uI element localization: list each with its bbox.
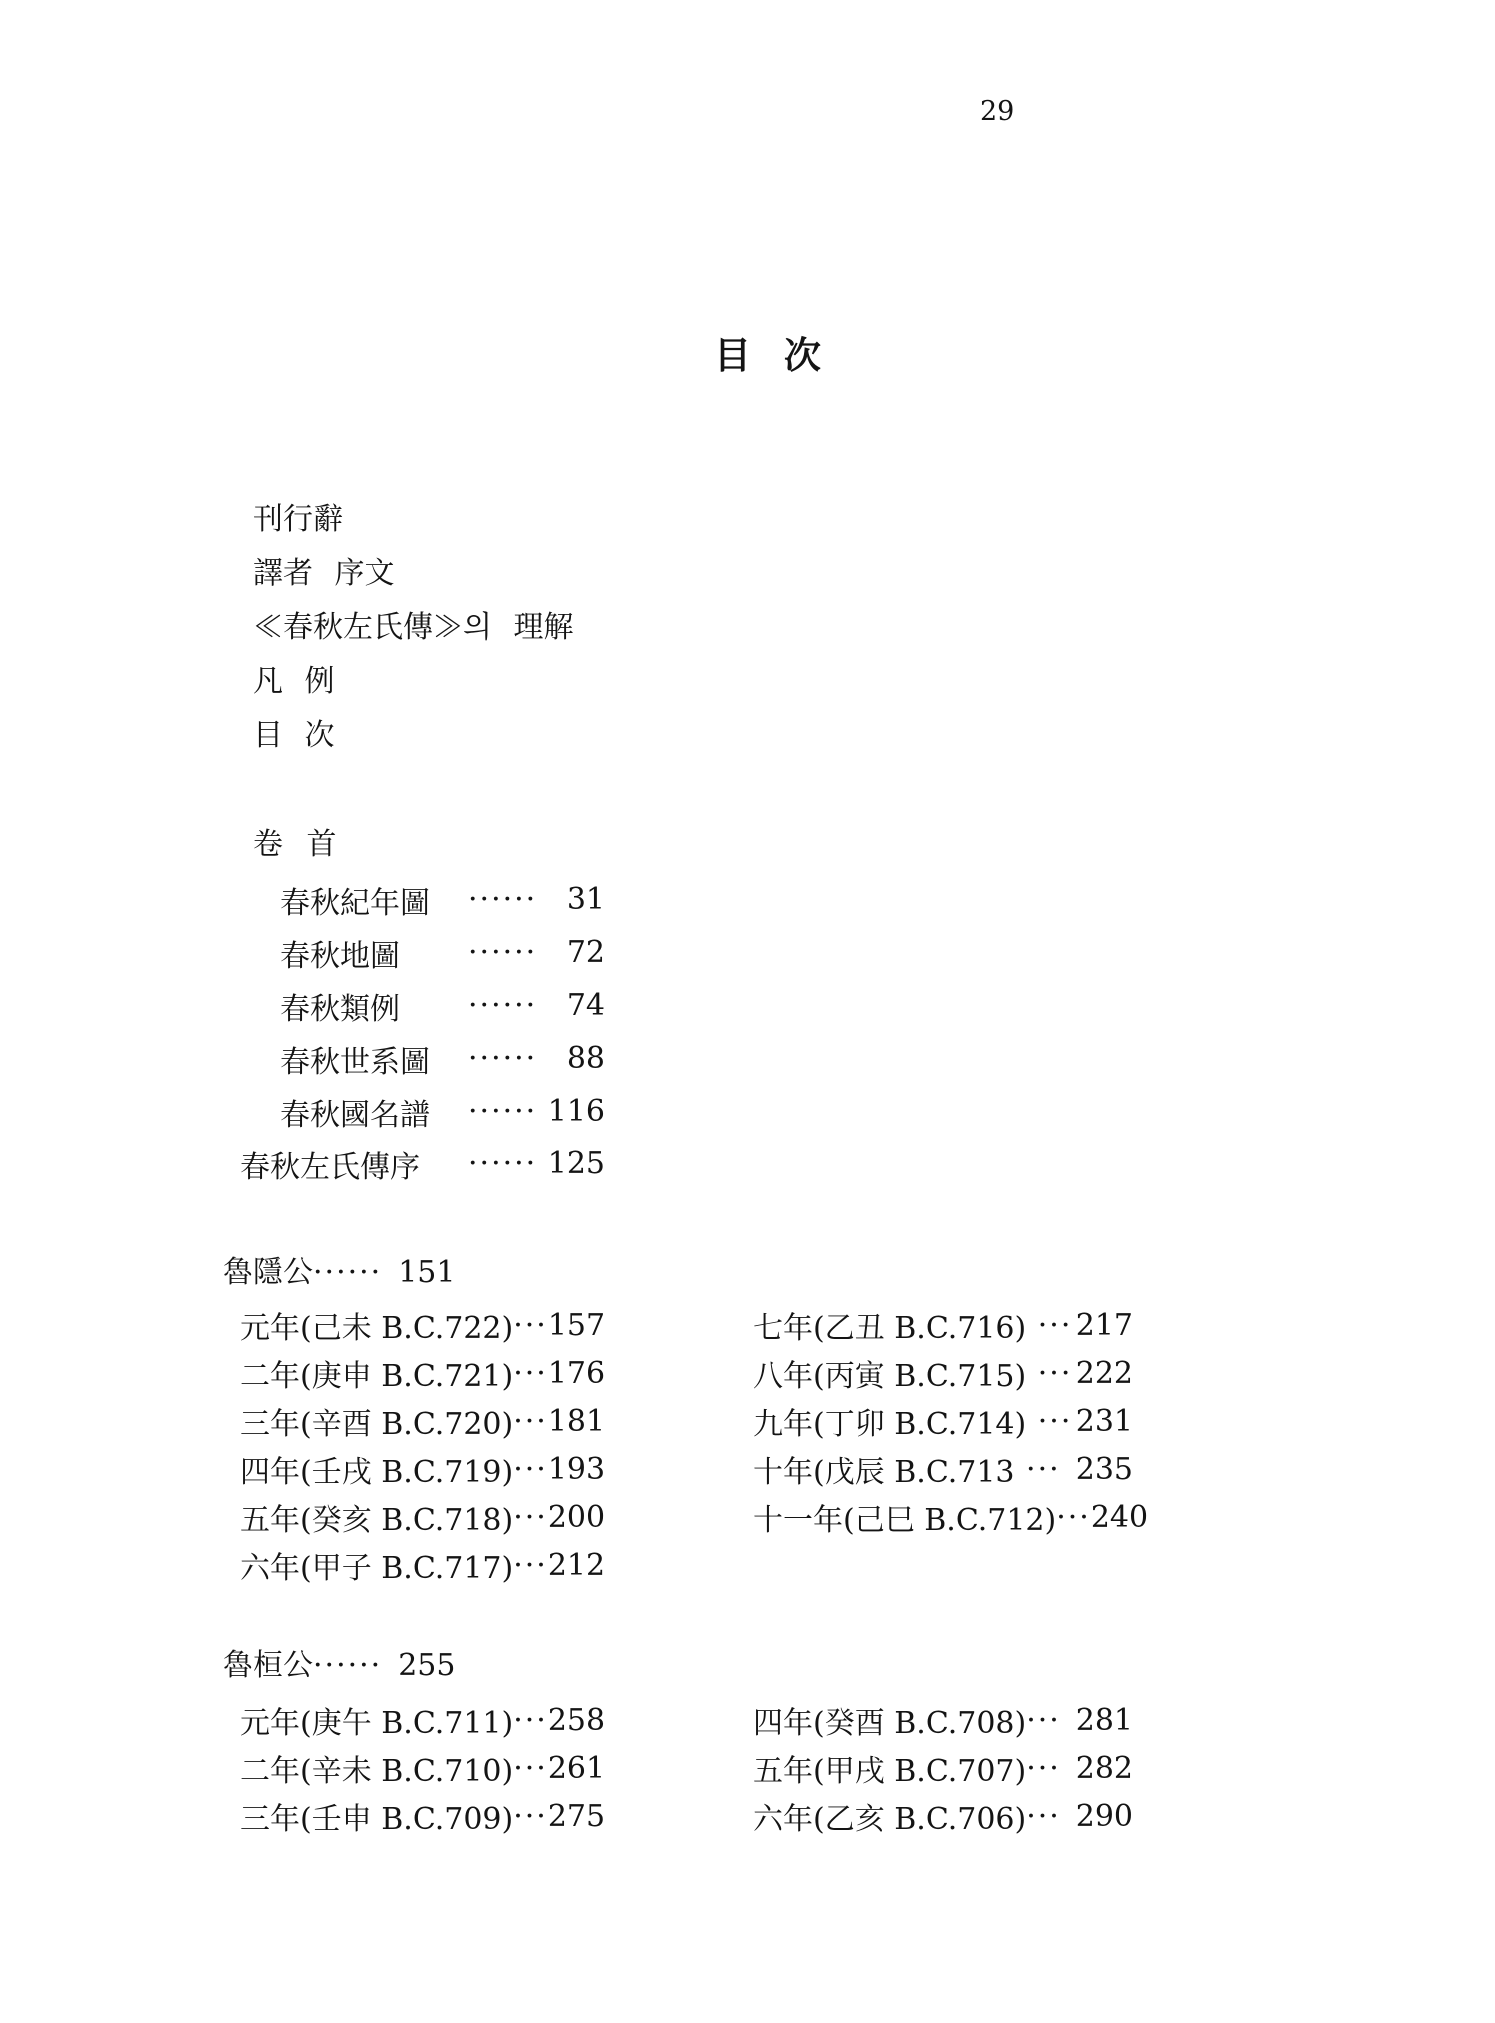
entry-page-number: 261	[547, 1750, 606, 1786]
entry-label: 四年(癸酉 B.C.708)	[753, 1706, 1027, 1741]
section-heading	[223, 1639, 455, 1692]
entry-page-number: 222	[1075, 1355, 1133, 1391]
kwonsu-entry-row	[280, 926, 605, 979]
section-title: 魯桓公	[223, 1648, 313, 1683]
year-entry-row	[240, 1493, 605, 1541]
entry-label: 三年(辛酉 B.C.720)	[240, 1407, 514, 1442]
entry-label: 十年(戊辰 B.C.713	[753, 1455, 1015, 1490]
dot-leader: ······	[468, 988, 538, 1023]
year-entry-row	[240, 1349, 605, 1397]
entry-page-number: 217	[1075, 1307, 1133, 1343]
dot-leader: ······	[313, 1255, 383, 1290]
year-entry-row	[753, 1744, 1133, 1792]
entry-label: 六年(乙亥 B.C.706)	[753, 1802, 1027, 1837]
year-entry-row	[240, 1744, 605, 1792]
entry-page-number: 125	[547, 1146, 605, 1181]
entry-page-number: 193	[547, 1451, 606, 1487]
entry-page-number: 231	[1075, 1403, 1133, 1439]
entry-page-number: 212	[547, 1547, 606, 1583]
dot-leader: ···	[1026, 1750, 1061, 1786]
entry-page-number: 157	[547, 1307, 606, 1343]
dot-leader: ···	[513, 1499, 548, 1535]
dot-leader: ···	[1026, 1702, 1061, 1738]
dot-leader: ···	[1026, 1403, 1073, 1439]
entry-page-number: 290	[1075, 1798, 1133, 1834]
kwonsu-suffix-row	[240, 1137, 605, 1190]
front-matter-item: ≪春秋左氏傳≫의 理解	[253, 610, 574, 645]
dot-leader: ···	[513, 1702, 548, 1738]
year-entry-row	[753, 1493, 1149, 1541]
dot-leader: ···	[1026, 1355, 1073, 1391]
entry-page-number: 72	[566, 935, 605, 970]
entry-label: 元年(庚午 B.C.711)	[240, 1706, 514, 1741]
year-column-right	[753, 1696, 1133, 1840]
year-entry-row	[753, 1349, 1133, 1397]
front-matter-item: 刊行辭	[253, 502, 343, 537]
entry-label: 七年(乙丑 B.C.716)	[753, 1311, 1027, 1346]
entry-label: 五年(癸亥 B.C.718)	[240, 1503, 514, 1538]
section-heading	[223, 1246, 455, 1299]
entry-label: 春秋類例	[280, 991, 400, 1027]
dot-leader: ···	[513, 1307, 548, 1343]
entry-page-number: 282	[1075, 1750, 1133, 1786]
front-matter-item: 目 次	[253, 718, 335, 753]
kwonsu-entry-row	[280, 979, 605, 1032]
dot-leader: ···	[513, 1403, 548, 1439]
entry-label: 春秋左氏傳序	[240, 1149, 420, 1185]
section-page-number: 151	[398, 1255, 456, 1290]
entry-page-number: 181	[547, 1403, 606, 1439]
kwonsu-entry-row	[280, 1032, 605, 1085]
dot-leader: ······	[468, 1041, 538, 1076]
kwonsu-entry-row	[280, 873, 605, 926]
entry-page-number: 258	[547, 1702, 606, 1738]
dot-leader: ···	[513, 1798, 548, 1834]
dot-leader: ···	[1014, 1451, 1061, 1487]
year-entry-row	[753, 1397, 1133, 1445]
kwonsu-heading: 卷 首	[253, 827, 337, 862]
front-matter-item: 凡 例	[253, 664, 335, 699]
year-entry-row	[753, 1301, 1133, 1349]
entry-page-number: 88	[566, 1041, 605, 1076]
dot-leader: ···	[513, 1750, 548, 1786]
kwonsu-suffix-entry	[240, 1137, 605, 1190]
year-column-left	[240, 1301, 605, 1589]
entry-label: 二年(庚申 B.C.721)	[240, 1359, 514, 1394]
entry-label: 春秋紀年圖	[280, 885, 430, 921]
entry-label: 元年(己未 B.C.722)	[240, 1311, 514, 1346]
entry-page-number: 275	[547, 1798, 606, 1834]
year-entry-row	[240, 1445, 605, 1493]
entry-label: 五年(甲戌 B.C.707)	[753, 1754, 1027, 1789]
entry-label: 二年(辛未 B.C.710)	[240, 1754, 514, 1789]
entry-page-number: 281	[1075, 1702, 1133, 1738]
entry-label: 八年(丙寅 B.C.715)	[753, 1359, 1027, 1394]
dot-leader: ···	[513, 1547, 548, 1583]
year-column-right	[753, 1301, 1149, 1541]
year-entry-row	[240, 1792, 605, 1840]
dot-leader: ······	[468, 882, 538, 917]
year-entry-row	[240, 1541, 605, 1589]
entry-page-number: 116	[547, 1094, 605, 1129]
dot-leader: ······	[313, 1648, 383, 1683]
section-page-number: 255	[398, 1648, 456, 1683]
section-title: 魯隱公	[223, 1255, 313, 1290]
year-entry-row	[753, 1792, 1133, 1840]
entry-label: 三年(壬申 B.C.709)	[240, 1802, 514, 1837]
entry-label: 春秋國名譜	[280, 1097, 430, 1133]
dot-leader: ······	[468, 1146, 538, 1181]
kwonsu-entry-list	[280, 873, 605, 1138]
entry-page-number: 200	[547, 1499, 606, 1535]
entry-page-number: 240	[1090, 1499, 1149, 1535]
dot-leader: ···	[1026, 1307, 1073, 1343]
entry-label: 六年(甲子 B.C.717)	[240, 1551, 514, 1586]
entry-page-number: 176	[547, 1355, 606, 1391]
page-title: 目 次	[714, 333, 821, 377]
dot-leader: ···	[513, 1355, 548, 1391]
entry-label: 春秋地圖	[280, 938, 400, 974]
year-entry-row	[753, 1445, 1133, 1493]
entry-page-number: 235	[1075, 1451, 1133, 1487]
entry-page-number: 74	[566, 988, 605, 1023]
entry-label: 春秋世系圖	[280, 1044, 430, 1080]
front-matter-list	[253, 493, 574, 763]
year-entry-row	[240, 1397, 605, 1445]
dot-leader: ···	[1026, 1798, 1061, 1834]
entry-page-number: 31	[566, 882, 605, 917]
year-entry-row	[240, 1696, 605, 1744]
dot-leader: ······	[468, 935, 538, 970]
year-entry-row	[753, 1696, 1133, 1744]
year-entry-row	[240, 1301, 605, 1349]
entry-label: 四年(壬戌 B.C.719)	[240, 1455, 514, 1490]
dot-leader: ···	[513, 1451, 548, 1487]
entry-label: 十一年(己巳 B.C.712)	[753, 1503, 1057, 1538]
year-column-left	[240, 1696, 605, 1840]
front-matter-item: 譯者 序文	[253, 556, 395, 591]
kwonsu-entry-row	[280, 1085, 605, 1138]
dot-leader: ······	[468, 1094, 538, 1129]
entry-label: 九年(丁卯 B.C.714)	[753, 1407, 1027, 1442]
dot-leader: ···	[1056, 1499, 1091, 1535]
page-number: 29	[980, 96, 1015, 127]
